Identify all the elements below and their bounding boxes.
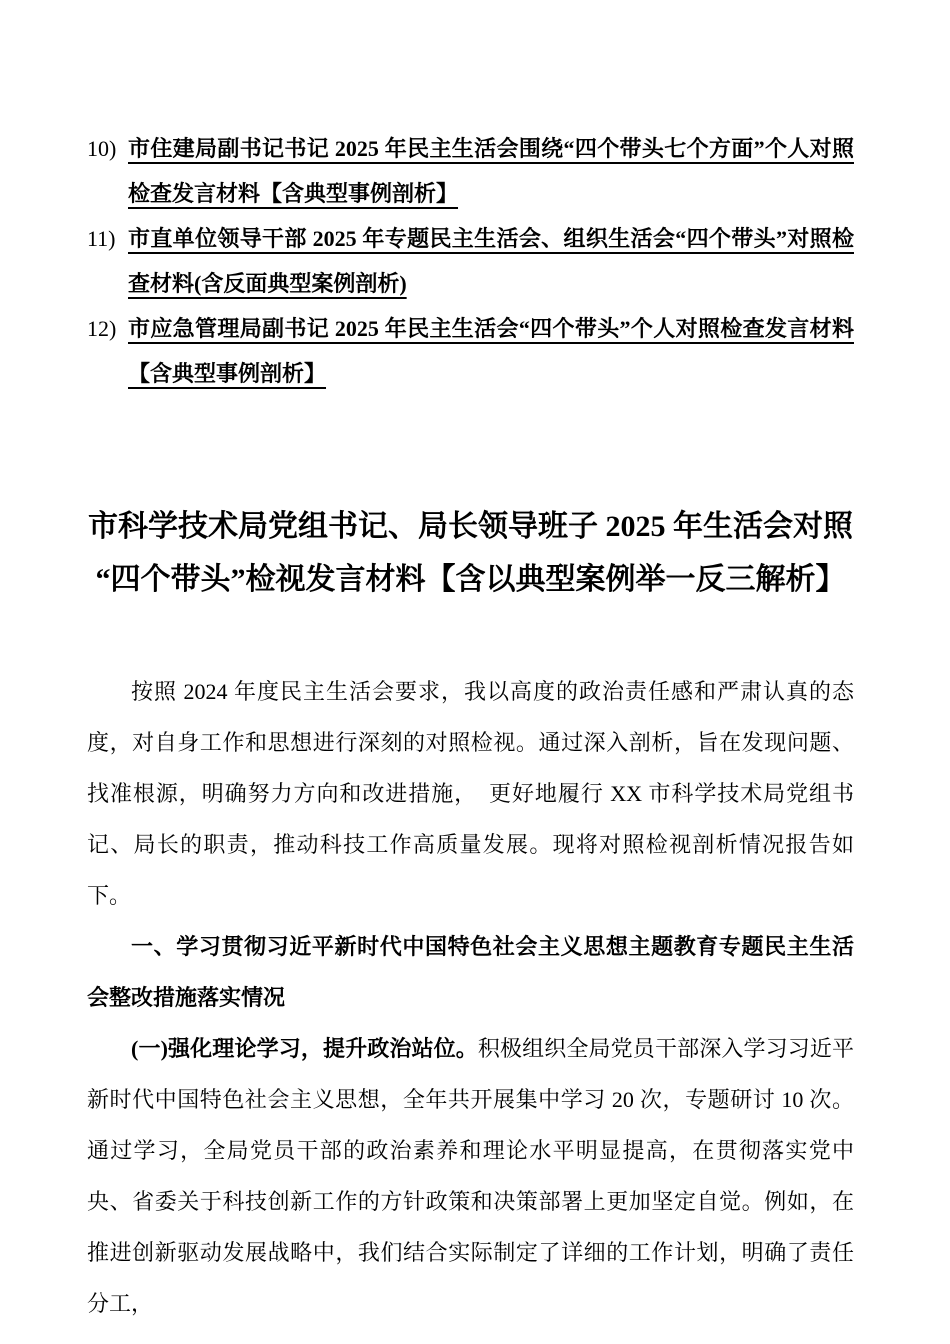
document-title	[87, 500, 854, 606]
list-item-number: 11)	[87, 226, 116, 251]
list-item-number: 10)	[87, 136, 117, 161]
intro-paragraph: 按照 2024 年度民主生活会要求，我以高度的政治责任感和严肃认真的态度，对自身工作和思想进行深刻的对照检视。通过深入剖析，旨在发现问题、找准根源，明确努力方向和改进措施， 更好地履行 XX 市科学技术局党组书记、局长的职责，推动科技工作高质量发展。现将对照检视剖析情况报告如下。	[87, 679, 854, 908]
list-item	[87, 306, 854, 396]
section-1-1-lead: (一)强化理论学习，提升政治站位。	[131, 1036, 478, 1061]
section-1-1-paragraph	[87, 1023, 854, 1329]
list-item-text: 市住建局副书记书记 2025 年民主生活会围绕“四个带头七个方面”个人对照检查发言材料【含典型事例剖析】	[128, 136, 854, 206]
list-item-number: 12)	[87, 316, 117, 341]
section-1-heading: 一、学习贯彻习近平新时代中国特色社会主义思想主题教育专题民主生活会整改措施落实情况	[87, 934, 854, 1010]
title-line-1: 市科学技术局党组书记、局长领导班子 2025 年生活会对照	[88, 510, 853, 543]
list-item-text: 市应急管理局副书记 2025 年民主生活会“四个带头”个人对照检查发言材料【含典型事例剖析】	[128, 316, 854, 386]
reference-list	[87, 126, 854, 396]
list-item	[87, 126, 854, 216]
list-item-text: 市直单位领导干部 2025 年专题民主生活会、组织生活会“四个带头”对照检查材料(含反面典型案例剖析)	[128, 226, 854, 296]
title-line-2: “四个带头”检视发言材料【含以典型案例举一反三解析】	[95, 563, 846, 596]
list-item	[87, 216, 854, 306]
section-1-1-text: 积极组织全局党员干部深入学习习近平新时代中国特色社会主义思想，全年共开展集中学习 20 次，专题研讨 10 次。通过学习，全局党员干部的政治素养和理论水平明显提高，在贯彻落实党中央、省委关于科技创新工作的方针政策和决策部署上更加坚定自觉。例如，在推进创新驱动发展战略中，我们结合实际制定了详细的工作计划，明确了责任分工，	[87, 1036, 854, 1316]
